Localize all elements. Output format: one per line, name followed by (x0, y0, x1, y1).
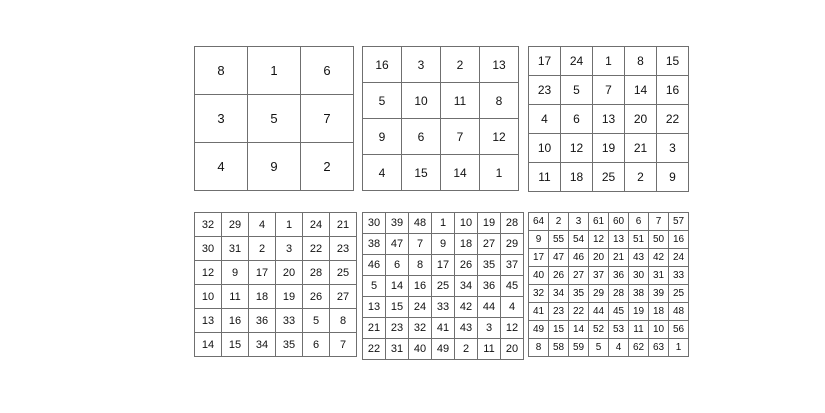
magic-square-cell: 21 (363, 318, 386, 339)
magic-square-cell: 63 (649, 339, 669, 357)
table-row (529, 76, 689, 105)
table-row (195, 309, 357, 333)
magic-square-cell: 6 (386, 255, 409, 276)
magic-square-cell: 20 (501, 339, 524, 360)
magic-square-cell: 31 (649, 267, 669, 285)
magic-square-cell: 11 (629, 321, 649, 339)
magic-square-cell: 16 (669, 231, 689, 249)
magic-square-cell: 1 (669, 339, 689, 357)
magic-square-cell: 45 (501, 276, 524, 297)
magic-square-cell: 12 (501, 318, 524, 339)
magic-square-cell: 25 (669, 285, 689, 303)
magic-square-cell: 34 (249, 333, 276, 357)
magic-square-order-4 (362, 46, 519, 191)
magic-square-cell: 21 (330, 213, 357, 237)
magic-square-cell: 2 (301, 143, 354, 191)
magic-square-cell: 5 (363, 83, 402, 119)
magic-square-cell: 7 (330, 333, 357, 357)
magic-square-cell: 39 (649, 285, 669, 303)
magic-square-order-3 (194, 46, 354, 191)
magic-square-cell: 32 (529, 285, 549, 303)
magic-square-cell: 38 (629, 285, 649, 303)
magic-square-cell: 6 (303, 333, 330, 357)
table-row (195, 213, 357, 237)
table-row (363, 255, 524, 276)
magic-square-cell: 23 (386, 318, 409, 339)
magic-square-cell: 8 (330, 309, 357, 333)
magic-square-cell: 29 (501, 234, 524, 255)
magic-square-cell: 35 (478, 255, 501, 276)
magic-square-cell: 5 (363, 276, 386, 297)
magic-square-cell: 28 (303, 261, 330, 285)
magic-square-cell: 9 (248, 143, 301, 191)
magic-square-cell: 32 (409, 318, 432, 339)
magic-square-cell: 20 (589, 249, 609, 267)
magic-square-cell: 26 (303, 285, 330, 309)
magic-square-cell: 4 (363, 155, 402, 191)
magic-square-cell: 5 (303, 309, 330, 333)
magic-square-cell: 61 (589, 213, 609, 231)
magic-square-cell: 17 (529, 249, 549, 267)
magic-square-cell: 14 (195, 333, 222, 357)
magic-square-cell: 8 (195, 47, 248, 95)
magic-square-cell: 6 (561, 105, 593, 134)
table-row (529, 134, 689, 163)
grid-body (529, 213, 689, 357)
magic-square-cell: 18 (561, 163, 593, 192)
table-row (529, 303, 689, 321)
magic-square-cell: 11 (222, 285, 249, 309)
magic-square-cell: 2 (549, 213, 569, 231)
magic-square-cell: 40 (529, 267, 549, 285)
magic-square-cell: 36 (478, 276, 501, 297)
magic-square-cell: 4 (529, 105, 561, 134)
magic-square-cell: 1 (593, 47, 625, 76)
grid-body (195, 213, 357, 357)
magic-square-order-5 (528, 46, 689, 192)
magic-square-cell: 47 (549, 249, 569, 267)
magic-square-cell: 8 (409, 255, 432, 276)
magic-square-cell: 52 (589, 321, 609, 339)
table-row (529, 267, 689, 285)
magic-square-cell: 12 (195, 261, 222, 285)
magic-square-cell: 3 (478, 318, 501, 339)
magic-square-cell: 3 (657, 134, 689, 163)
magic-square-cell: 41 (529, 303, 549, 321)
magic-square-cell: 58 (549, 339, 569, 357)
magic-square-cell: 3 (276, 237, 303, 261)
magic-square-cell: 22 (303, 237, 330, 261)
magic-square-cell: 6 (402, 119, 441, 155)
magic-square-cell: 7 (593, 76, 625, 105)
magic-square-cell: 40 (409, 339, 432, 360)
magic-square-cell: 39 (386, 213, 409, 234)
grid-body (195, 47, 354, 191)
magic-square-cell: 22 (569, 303, 589, 321)
magic-square-cell: 11 (441, 83, 480, 119)
magic-square-cell: 19 (629, 303, 649, 321)
magic-square-cell: 16 (657, 76, 689, 105)
magic-square-cell: 3 (569, 213, 589, 231)
magic-square-cell: 25 (432, 276, 455, 297)
magic-square-cell: 60 (609, 213, 629, 231)
magic-square-cell: 36 (609, 267, 629, 285)
magic-square-cell: 25 (330, 261, 357, 285)
magic-square-cell: 1 (248, 47, 301, 95)
magic-square-cell: 19 (593, 134, 625, 163)
magic-square-cell: 30 (629, 267, 649, 285)
magic-square-cell: 17 (432, 255, 455, 276)
table-row (363, 119, 519, 155)
magic-square-cell: 34 (455, 276, 478, 297)
table-row (195, 237, 357, 261)
magic-square-cell: 14 (386, 276, 409, 297)
magic-square-cell: 31 (222, 237, 249, 261)
magic-square-cell: 7 (441, 119, 480, 155)
magic-square-cell: 24 (669, 249, 689, 267)
table-row (529, 285, 689, 303)
magic-square-cell: 22 (363, 339, 386, 360)
magic-square-cell: 57 (669, 213, 689, 231)
magic-square-cell: 4 (249, 213, 276, 237)
magic-square-cell: 33 (276, 309, 303, 333)
magic-square-cell: 48 (409, 213, 432, 234)
grid-body (363, 47, 519, 191)
magic-square-cell: 37 (589, 267, 609, 285)
table-row (363, 318, 524, 339)
magic-square-cell: 26 (455, 255, 478, 276)
magic-square-cell: 15 (657, 47, 689, 76)
magic-square-cell: 28 (609, 285, 629, 303)
magic-square-cell: 8 (529, 339, 549, 357)
magic-square-cell: 24 (409, 297, 432, 318)
magic-square-cell: 30 (195, 237, 222, 261)
magic-square-cell: 59 (569, 339, 589, 357)
magic-square-cell: 48 (669, 303, 689, 321)
magic-square-cell: 10 (529, 134, 561, 163)
magic-square-cell: 7 (301, 95, 354, 143)
magic-square-cell: 32 (195, 213, 222, 237)
table-row (529, 47, 689, 76)
magic-square-cell: 30 (363, 213, 386, 234)
grid-body (529, 47, 689, 192)
magic-square-cell: 18 (249, 285, 276, 309)
magic-square-cell: 28 (501, 213, 524, 234)
magic-square-cell: 16 (363, 47, 402, 83)
magic-square-cell: 20 (625, 105, 657, 134)
magic-square-cell: 10 (195, 285, 222, 309)
magic-square-cell: 3 (402, 47, 441, 83)
magic-square-cell: 10 (649, 321, 669, 339)
magic-square-cell: 2 (441, 47, 480, 83)
table-row (195, 143, 354, 191)
magic-square-cell: 34 (549, 285, 569, 303)
table-row (363, 297, 524, 318)
magic-square-cell: 8 (480, 83, 519, 119)
magic-square-cell: 11 (478, 339, 501, 360)
magic-square-cell: 31 (386, 339, 409, 360)
magic-square-cell: 1 (480, 155, 519, 191)
magic-square-cell: 4 (501, 297, 524, 318)
magic-square-cell: 27 (569, 267, 589, 285)
magic-square-cell: 9 (529, 231, 549, 249)
magic-square-cell: 64 (529, 213, 549, 231)
magic-square-cell: 15 (549, 321, 569, 339)
table-row (363, 155, 519, 191)
magic-square-cell: 42 (649, 249, 669, 267)
magic-square-cell: 24 (561, 47, 593, 76)
magic-square-cell: 14 (569, 321, 589, 339)
magic-square-cell: 7 (649, 213, 669, 231)
magic-square-cell: 46 (569, 249, 589, 267)
magic-square-cell: 10 (402, 83, 441, 119)
magic-square-cell: 49 (432, 339, 455, 360)
table-row (529, 339, 689, 357)
magic-square-cell: 19 (478, 213, 501, 234)
magic-square-cell: 41 (432, 318, 455, 339)
magic-square-cell: 43 (629, 249, 649, 267)
magic-square-cell: 12 (561, 134, 593, 163)
magic-square-cell: 25 (593, 163, 625, 192)
magic-square-cell: 9 (432, 234, 455, 255)
magic-square-cell: 9 (222, 261, 249, 285)
magic-square-cell: 4 (609, 339, 629, 357)
magic-square-cell: 21 (609, 249, 629, 267)
table-row (195, 261, 357, 285)
magic-square-cell: 2 (625, 163, 657, 192)
magic-square-cell: 23 (529, 76, 561, 105)
magic-square-cell: 6 (629, 213, 649, 231)
magic-square-cell: 49 (529, 321, 549, 339)
magic-square-cell: 4 (195, 143, 248, 191)
magic-square-cell: 13 (195, 309, 222, 333)
magic-square-cell: 15 (386, 297, 409, 318)
magic-square-cell: 47 (386, 234, 409, 255)
table-row (363, 47, 519, 83)
magic-square-cell: 12 (480, 119, 519, 155)
table-row (529, 163, 689, 192)
magic-square-cell: 5 (248, 95, 301, 143)
table-row (195, 47, 354, 95)
magic-square-cell: 37 (501, 255, 524, 276)
magic-square-cell: 54 (569, 231, 589, 249)
magic-square-cell: 2 (455, 339, 478, 360)
magic-square-cell: 35 (276, 333, 303, 357)
magic-square-cell: 12 (589, 231, 609, 249)
magic-square-cell: 18 (649, 303, 669, 321)
magic-square-cell: 24 (303, 213, 330, 237)
magic-square-cell: 2 (249, 237, 276, 261)
magic-square-order-8 (528, 212, 689, 357)
magic-square-cell: 11 (529, 163, 561, 192)
magic-square-cell: 6 (301, 47, 354, 95)
magic-square-cell: 15 (222, 333, 249, 357)
magic-square-cell: 44 (478, 297, 501, 318)
magic-square-cell: 50 (649, 231, 669, 249)
magic-square-cell: 29 (222, 213, 249, 237)
magic-square-cell: 36 (249, 309, 276, 333)
magic-square-cell: 43 (455, 318, 478, 339)
magic-square-cell: 23 (549, 303, 569, 321)
magic-square-cell: 14 (625, 76, 657, 105)
magic-square-cell: 55 (549, 231, 569, 249)
magic-square-cell: 8 (625, 47, 657, 76)
magic-square-cell: 27 (478, 234, 501, 255)
magic-square-cell: 13 (609, 231, 629, 249)
magic-square-cell: 33 (432, 297, 455, 318)
magic-square-cell: 19 (276, 285, 303, 309)
magic-square-cell: 45 (609, 303, 629, 321)
table-row (529, 105, 689, 134)
magic-square-cell: 16 (409, 276, 432, 297)
magic-square-cell: 18 (455, 234, 478, 255)
magic-square-cell: 56 (669, 321, 689, 339)
magic-square-cell: 46 (363, 255, 386, 276)
magic-square-cell: 9 (363, 119, 402, 155)
magic-square-cell: 22 (657, 105, 689, 134)
table-row (195, 285, 357, 309)
magic-square-cell: 9 (657, 163, 689, 192)
table-row (363, 213, 524, 234)
magic-square-cell: 27 (330, 285, 357, 309)
magic-square-cell: 1 (276, 213, 303, 237)
table-row (529, 231, 689, 249)
magic-square-cell: 35 (569, 285, 589, 303)
magic-square-cell: 10 (455, 213, 478, 234)
table-row (363, 339, 524, 360)
table-row (529, 213, 689, 231)
magic-square-cell: 13 (363, 297, 386, 318)
magic-square-cell: 5 (561, 76, 593, 105)
magic-square-cell: 17 (529, 47, 561, 76)
magic-square-cell: 53 (609, 321, 629, 339)
magic-square-cell: 13 (593, 105, 625, 134)
magic-square-cell: 21 (625, 134, 657, 163)
magic-square-cell: 38 (363, 234, 386, 255)
magic-square-cell: 1 (432, 213, 455, 234)
table-row (363, 234, 524, 255)
magic-square-cell: 3 (195, 95, 248, 143)
magic-square-cell: 20 (276, 261, 303, 285)
magic-square-cell: 5 (589, 339, 609, 357)
magic-square-cell: 23 (330, 237, 357, 261)
table-row (529, 321, 689, 339)
magic-square-order-6 (194, 212, 357, 357)
table-row (363, 276, 524, 297)
table-row (195, 95, 354, 143)
grid-body (363, 213, 524, 360)
magic-square-cell: 13 (480, 47, 519, 83)
magic-square-cell: 15 (402, 155, 441, 191)
magic-square-cell: 62 (629, 339, 649, 357)
magic-square-cell: 33 (669, 267, 689, 285)
table-row (195, 333, 357, 357)
magic-square-order-7 (362, 212, 524, 360)
magic-square-cell: 16 (222, 309, 249, 333)
table-row (363, 83, 519, 119)
magic-square-cell: 42 (455, 297, 478, 318)
magic-square-cell: 14 (441, 155, 480, 191)
magic-square-cell: 44 (589, 303, 609, 321)
magic-square-cell: 17 (249, 261, 276, 285)
magic-square-cell: 51 (629, 231, 649, 249)
table-row (529, 249, 689, 267)
magic-square-cell: 29 (589, 285, 609, 303)
magic-square-cell: 7 (409, 234, 432, 255)
magic-square-cell: 26 (549, 267, 569, 285)
